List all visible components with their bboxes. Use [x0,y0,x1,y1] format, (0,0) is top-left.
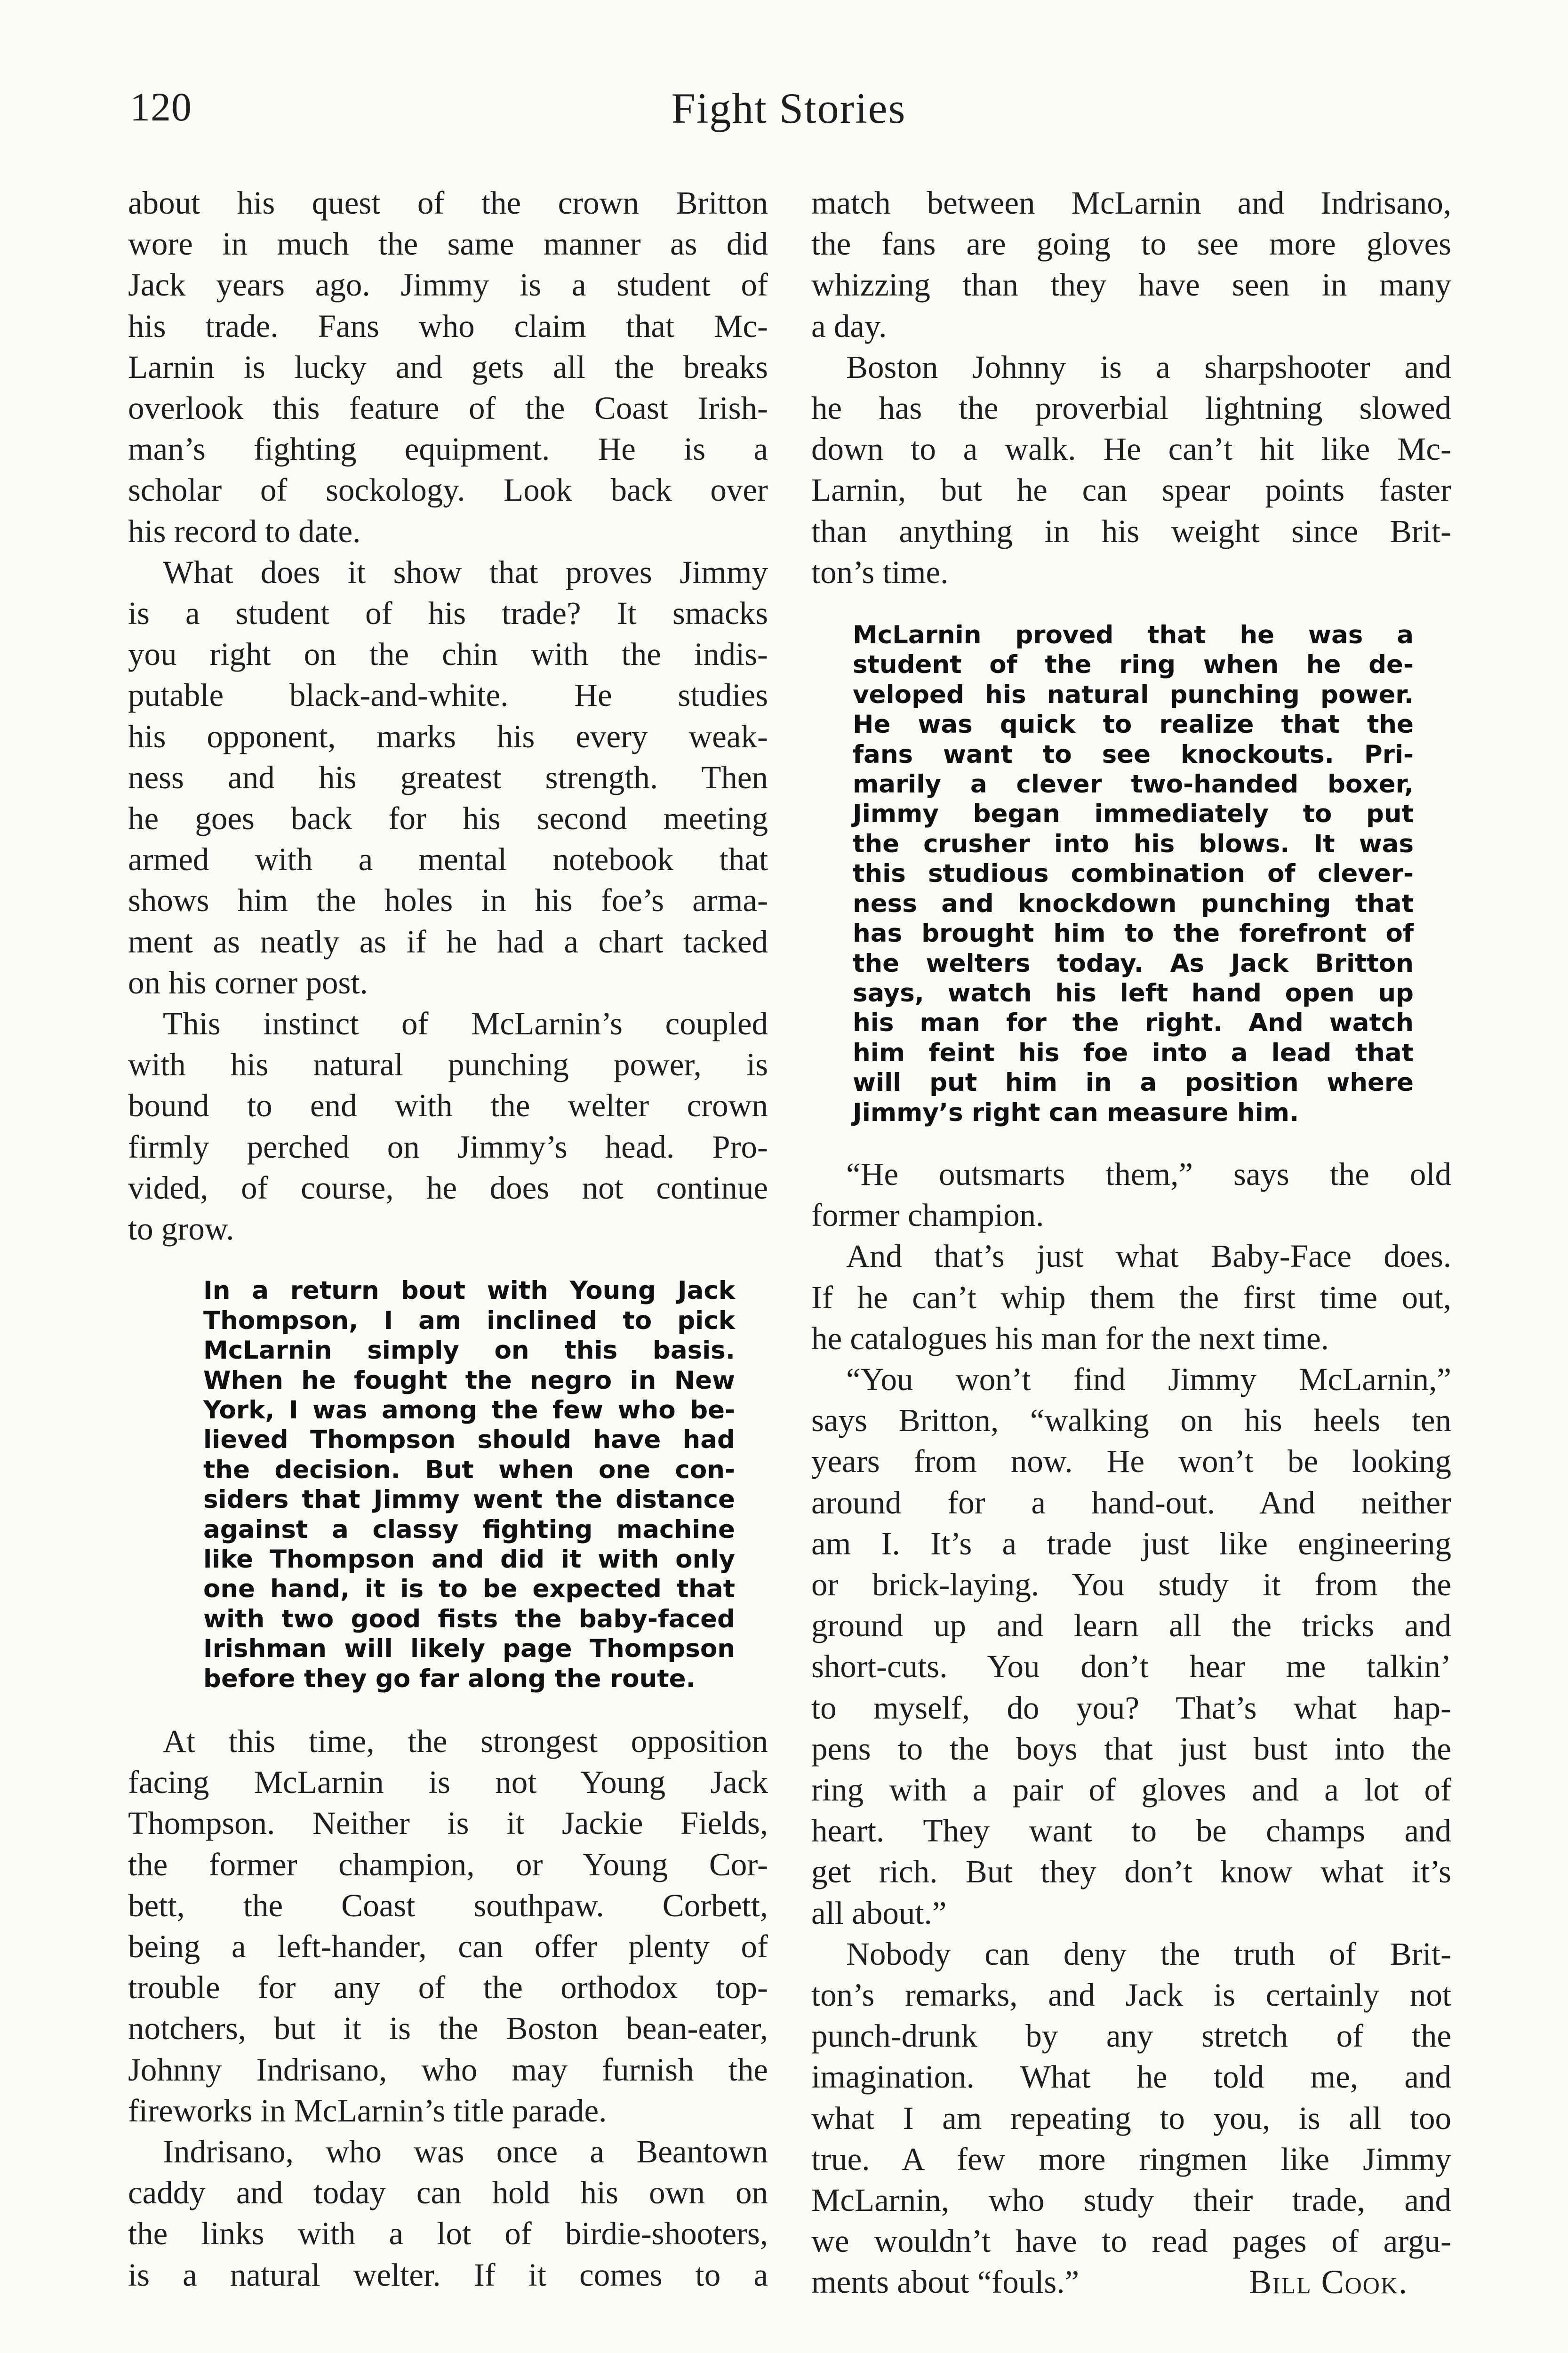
inset-line: Irishman will likely page Thompson [203,1634,735,1664]
text-line: says Britton, “walking on his heels ten [811,1402,1451,1439]
text-line: ments about “fouls.” [811,2264,1080,2300]
right-paragraph-3 [811,1154,1451,1236]
page-header [130,84,1448,148]
left-paragraph-4 [128,1721,768,2131]
text-line: punch-drunk by any stretch of the [811,2018,1451,2054]
text-line: short-cuts. You don’t hear me talkin’ [811,1649,1451,1685]
right-inset-box [853,620,1414,1128]
text-line: “He outsmarts them,” says the old [846,1156,1451,1192]
inset-line: In a return bout with Young Jack [203,1276,735,1305]
text-line: bett, the Coast southpaw. Corbett, [128,1887,768,1923]
inset-line: He was quick to realize that the [853,710,1414,739]
text-line: or brick-laying. You study it from the [811,1566,1451,1602]
magazine-title: Fight Stories [671,84,906,132]
text-line: firmly perched on Jimmy’s head. Pro- [128,1128,768,1165]
inset-line: ness and knockdown punching that [853,889,1414,918]
text-line: he goes back for his second meeting [128,800,768,837]
text-line: heart. They want to be champs and [811,1813,1451,1849]
text-line: man’s fighting equipment. He is a [128,431,768,467]
text-line: Boston Johnny is a sharpshooter and [846,349,1451,385]
inset-line: with two good fists the baby-faced [203,1604,735,1633]
text-line: years from now. He won’t be looking [811,1443,1451,1480]
text-line: What does it show that proves Jimmy [163,554,768,590]
text-line: notchers, but it is the Boston bean-eater, [128,2010,768,2047]
text-line: ment as neatly as if he had a chart tacked [128,923,768,960]
text-line: all about.” [811,1895,947,1931]
text-line: is a student of his trade? It smacks [128,595,768,632]
right-column [811,183,1451,2310]
text-line: former champion. [811,1197,1044,1233]
inset-line: his man for the right. And watch [853,1008,1414,1038]
text-line: Thompson. Neither is it Jackie Fields, [128,1805,768,1841]
text-line: whizzing than they have seen in many [811,267,1451,303]
text-line: shows him the holes in his foe’s arma- [128,882,768,919]
text-line: ground up and learn all the tricks and [811,1608,1451,1644]
inset-line: will put him in a position where [853,1068,1414,1097]
text-line: caddy and today can hold his own on [128,2175,768,2211]
right-paragraph-6 [811,1934,1451,2303]
text-line: Larnin, but he can spear points faster [811,472,1451,508]
text-line: ness and his greatest strength. Then [128,759,768,795]
inset-line: the welters today. As Jack Britton [853,949,1414,978]
text-line: with his natural punching power, is [128,1047,768,1083]
text-line: the links with a lot of birdie-shooters, [128,2216,768,2252]
text-line: get rich. But they don’t know what it’s [811,1854,1451,1890]
inset-line: fans want to see knockouts. Pri- [853,740,1414,769]
inset-line: Jimmy’s right can measure him. [853,1098,1299,1127]
inset-line: him feint his foe into a lead that [853,1038,1414,1067]
text-line: he catalogues his man for the next time. [811,1320,1329,1356]
text-line: down to a walk. He can’t hit like Mc- [811,431,1451,467]
page-number: 120 [130,84,192,129]
text-line: what I am repeating to you, is all too [811,2100,1451,2136]
inset-line: Thompson, I am inclined to pick [203,1306,735,1335]
text-line: match between McLarnin and Indrisano, [811,185,1451,221]
text-line: true. A few more ringmen like Jimmy [811,2141,1451,2177]
text-line: is a natural welter. If it comes to a [128,2257,768,2293]
text-line: bound to end with the welter crown [128,1088,768,1124]
text-line: Nobody can deny the truth of Brit- [846,1936,1451,1972]
inset-line: one hand, it is to be expected that [203,1575,735,1604]
inset-line: When he fought the negro in New [203,1366,735,1395]
left-paragraph-3 [128,1003,768,1249]
inset-line: McLarnin proved that he was a [853,621,1414,650]
text-line: to myself, do you? That’s what hap- [811,1689,1451,1726]
text-line: Indrisano, who was once a Beantown [163,2134,768,2169]
text-line: fireworks in McLarnin’s title parade. [128,2092,607,2129]
inset-line: the crusher into his blows. It was [853,829,1414,858]
text-line: armed with a mental notebook that [128,841,768,878]
final-line-with-signature [811,2262,1451,2303]
text-line: trouble for any of the orthodox top- [128,1969,768,2006]
text-line: wore in much the same manner as did [128,226,768,262]
right-paragraph-4 [811,1236,1451,1359]
text-line: about his quest of the crown Britton [128,185,768,221]
text-line: overlook this feature of the Coast Irish- [128,390,768,426]
text-line: you right on the chin with the indis- [128,636,768,672]
text-line: Johnny Indrisano, who may furnish the [128,2051,768,2088]
text-line: around for a hand-out. And neither [811,1484,1451,1521]
text-line: McLarnin, who study their trade, and [811,2182,1451,2218]
text-line: his record to date. [128,513,361,549]
text-line: ton’s remarks, and Jack is certainly not [811,1977,1451,2013]
text-line: the former champion, or Young Cor- [128,1846,768,1882]
left-paragraph-2 [128,552,768,1003]
text-line: ring with a pair of gloves and a lot of [811,1771,1451,1808]
inset-line: Jimmy began immediately to put [853,800,1414,829]
text-line: scholar of sockology. Look back over [128,472,768,508]
text-line: on his corner post. [128,964,368,1000]
inset-line: marily a clever two-handed boxer, [853,770,1414,799]
text-line: putable black-and-white. He studies [128,677,768,713]
right-paragraph-1 [811,183,1451,347]
right-paragraph-2 [811,347,1451,593]
inset-line: McLarnin simply on this basis. [203,1336,735,1365]
inset-line: has brought him to the forefront of [853,919,1414,948]
text-line: At this time, the strongest opposition [163,1723,768,1759]
author-signature: Bill Cook. [1248,2263,1408,2301]
text-line: “You won’t find Jimmy McLarnin,” [846,1361,1451,1397]
inset-line: York, I was among the few who be- [203,1395,735,1425]
text-line: his opponent, marks his every weak- [128,718,768,754]
text-line: we wouldn’t have to read pages of argu- [811,2223,1451,2259]
inset-line: against a classy fighting machine [203,1515,735,1544]
text-line: he has the proverbial lightning slowed [811,390,1451,426]
text-line: If he can’t whip them the first time out, [811,1279,1451,1315]
inset-line: student of the ring when he de- [853,650,1414,680]
text-line: am I. It’s a trade just like engineering [811,1525,1451,1561]
inset-line: veloped his natural punching power. [853,680,1414,709]
left-column [128,183,768,2310]
inset-line: this studious combination of clever- [853,859,1414,888]
text-line: facing McLarnin is not Young Jack [128,1764,768,1801]
left-paragraph-5 [128,2131,768,2296]
inset-line: the decision. But when one con- [203,1455,735,1484]
text-line: Jack years ago. Jimmy is a student of [128,267,768,303]
right-paragraph-5 [811,1359,1451,1934]
text-line: his trade. Fans who claim that Mc- [128,308,768,344]
inset-line: like Thompson and did it with only [203,1545,735,1574]
text-line: vided, of course, he does not continue [128,1169,768,1206]
left-paragraph-1 [128,183,768,552]
inset-line: lieved Thompson should have had [203,1425,735,1455]
inset-line: siders that Jimmy went the distance [203,1485,735,1514]
text-line: being a left-hander, can offer plenty of [128,1928,768,1964]
text-line: imagination. What he told me, and [811,2059,1451,2095]
text-line: pens to the boys that just bust into the [811,1730,1451,1767]
text-line: than anything in his weight since Brit- [811,513,1451,549]
left-inset-box [203,1276,735,1694]
text-line: Larnin is lucky and gets all the breaks [128,349,768,385]
text-line: ton’s time. [811,554,949,590]
text-line: This instinct of McLarnin’s coupled [163,1006,768,1042]
text-line: And that’s just what Baby-Face does. [846,1238,1451,1274]
text-line: a day. [811,308,887,344]
text-line: the fans are going to see more gloves [811,226,1451,262]
text-line: to grow. [128,1211,234,1247]
inset-line: before they go far along the route. [203,1664,696,1693]
inset-line: says, watch his left hand open up [853,978,1414,1008]
